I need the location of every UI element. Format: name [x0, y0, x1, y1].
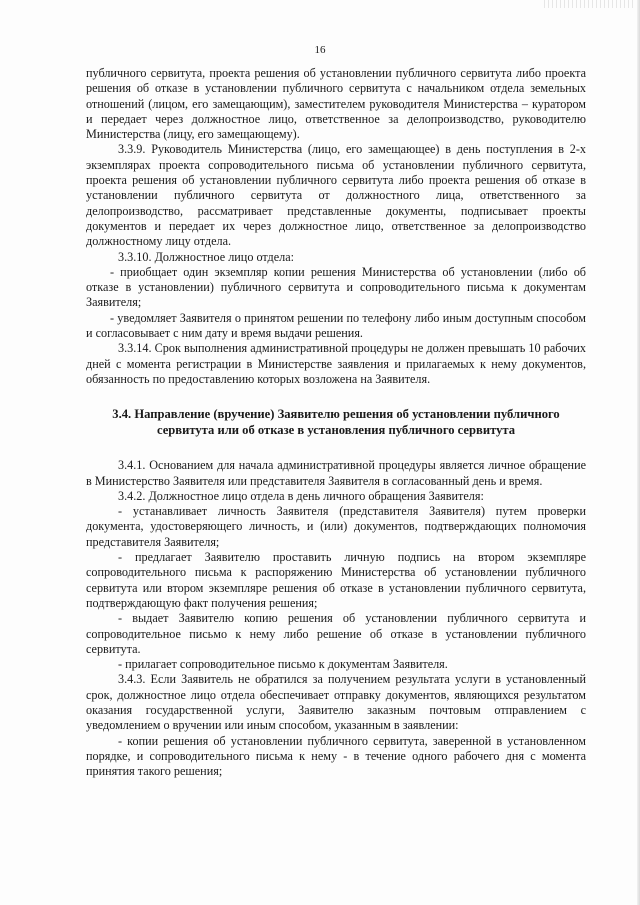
paragraph: 3.3.10. Должностное лицо отдела:	[118, 249, 295, 264]
list-item: - уведомляет Заявителя о принятом решении по телефону либо иным доступным способом и согласовывает с ним дату и время выдачи решения.	[86, 310, 586, 341]
paragraph: 3.4.2. Должностное лицо отдела в день личного обращения Заявителя:	[118, 488, 484, 503]
paragraph: публичного сервитута, проекта решения об установлении публичного сервитута либо проекта решения об отказе в установлении публичного сервитута с начальником отдела земельных отношений (лицом, его замещающим), заместителем руководителя Министерства – куратором и передает через должностное лицо, ответственное за делопроизводство, руководителю Министерства (лицу, его замещающему).	[86, 66, 586, 142]
paragraph: 3.3.14. Срок выполнения административной процедуры не должен превышать 10 рабочих дней с момента регистрации в Министерстве заявления и прилагаемых к нему документов, обязанность по предоставлению которых возложена на Заявителя.	[86, 341, 586, 386]
list-item: - предлагает Заявителю проставить личную подпись на втором экземпляре сопроводительного письма к распоряжению Министерства об установлении публичного сервитута или втором экземпляре решения об отказе в установлении публичного сервитута, подтверждающую факт получения решения;	[86, 550, 586, 610]
list-item: - приобщает один экземпляр копии решения Министерства об установлении (либо об отказе в установлении) публичного сервитута и сопроводительного письма к документам Заявителя;	[86, 264, 586, 310]
scan-artifact	[544, 0, 634, 8]
list-item: - копии решения об установлении публичного сервитута, заверенной в установленном порядке, и сопроводительного письма к нему - в течение одного рабочего дня с момента принятия такого решения;	[86, 733, 586, 779]
list-item: - выдает Заявителю копию решения об установлении публичного сервитута и сопроводительное письмо к нему либо решение об отказе в установлении публичного сервитута.	[86, 611, 586, 656]
list-item: - прилагает сопроводительное письмо к документам Заявителя.	[118, 657, 448, 672]
list-item: - устанавливает личность Заявителя (представителя Заявителя) путем проверки документа, удостоверяющего личность, и (или) документов, подтверждающих полномочия представителя Заявителя;	[86, 504, 586, 549]
paragraph: 3.3.9. Руководитель Министерства (лицо, его замещающее) в день поступления в 2-х экземплярах проекта сопроводительного письма об установлении публичного сервитута, проекта решения об установлении публичного сервитута либо проекта решения об отказе в установлении публичного сервитута от должностного лица, ответственного за делопроизводство, рассматривает представленные документы, подписывает проекты документов и передает их через должностное лицо, ответственное за делопроизводство должностному лицу отдела.	[86, 142, 586, 249]
paragraph: 3.4.1. Основанием для начала административной процедуры является личное обращение в Министерство Заявителя или представителя Заявителя в согласованный день и время.	[86, 458, 586, 488]
paragraph: 3.4.3. Если Заявитель не обратился за получением результата услуги в установленный срок, должностное лицо отдела обеспечивает отправку документов, являющихся результатом оказания государственной услуги, Заявителю заказным почтовым отправлением с уведомлением о вручении или иным способом, указанным в заявлении:	[86, 672, 586, 733]
document-body	[86, 66, 586, 779]
page-number: 16	[314, 44, 326, 56]
section-title: 3.4. Направление (вручение) Заявителю решения об установлении публичного сервитута или об отказе в установления публичного сервитута	[112, 407, 560, 437]
